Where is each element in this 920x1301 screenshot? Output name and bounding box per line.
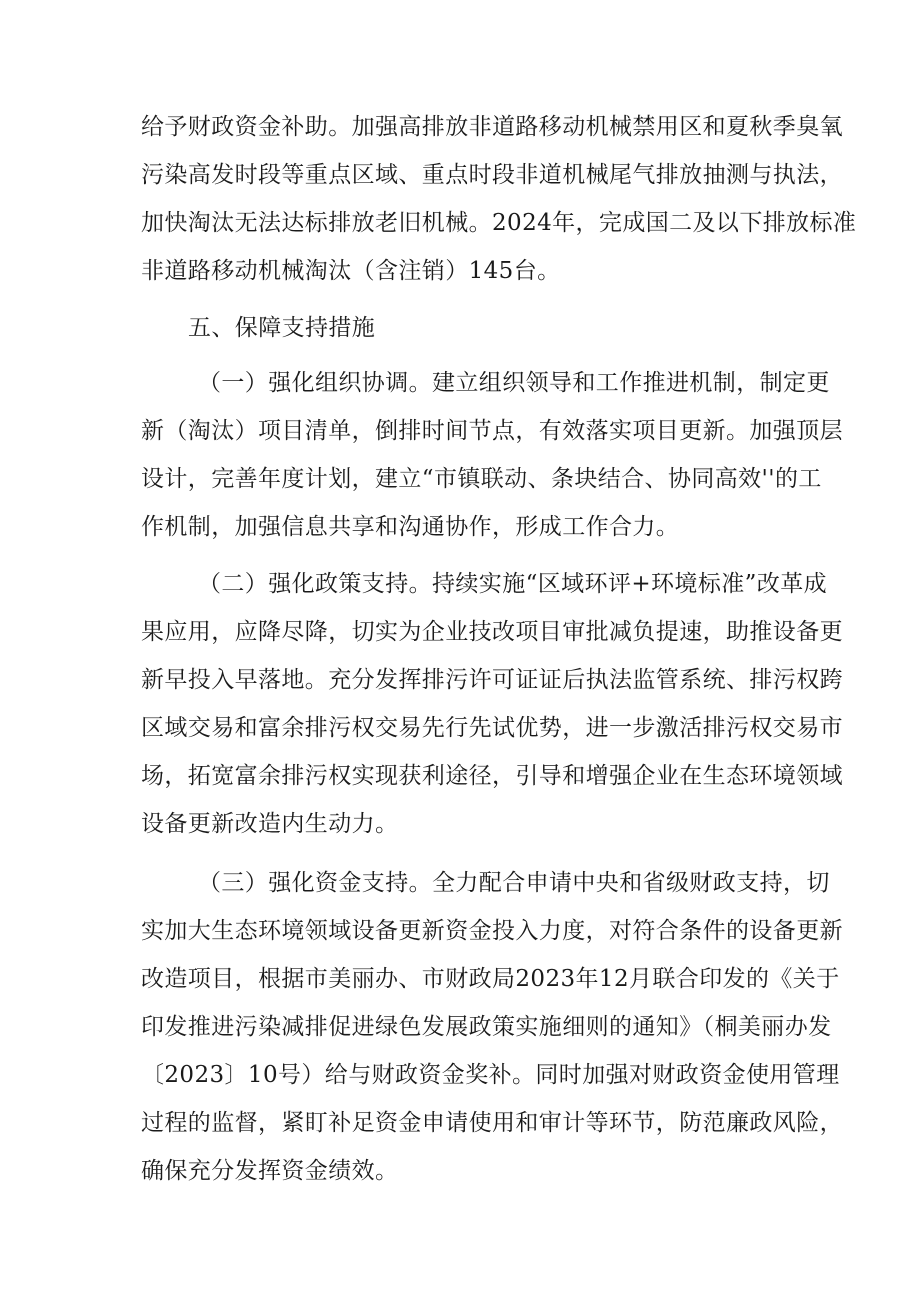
text-line: 污染高发时段等重点区域、重点时段非道机械尾气排放抽测与执法， <box>141 162 843 188</box>
text-line: 新（淘汰）项目清单，倒排时间节点，有效落实项目更新。加强顶层 <box>141 418 843 444</box>
paragraph-start-line: （三）强化资金支持。全力配合申请中央和省级财政支持，切 <box>198 870 830 896</box>
text-line: 设备更新改造内生动力。 <box>141 811 399 837</box>
text-line: 设计，完善年度计划，建立“市镇联动、条块结合、协同高效''的工 <box>141 466 822 492</box>
text-line: 印发推进污染减排促进绿色发展政策实施细则的通知》（桐美丽办发 <box>141 1014 832 1040</box>
text-line: 区域交易和富余排污权交易先行先试优势，进一步激活排污权交易市 <box>141 715 843 741</box>
text-line: 新早投入早落地。充分发挥排污许可证证后执法监管系统、排污权跨 <box>141 667 843 693</box>
text-line: 实加大生态环境领域设备更新资金投入力度，对符合条件的设备更新 <box>141 918 843 944</box>
text-line: 改造项目，根据市美丽办、市财政局2023年12月联合印发的《关于 <box>141 966 840 992</box>
text-line: 〔2023〕10号）给与财政资金奖补。同时加强对财政资金使用管理 <box>141 1062 840 1088</box>
text-line: 确保充分发挥资金绩效。 <box>141 1158 399 1184</box>
text-line: 果应用，应降尽降，切实为企业技改项目审批减负提速，助推设备更 <box>141 619 843 645</box>
text-line: 过程的监督，紧盯补足资金申请使用和审计等环节，防范廉政风险， <box>141 1110 843 1136</box>
text-line: 作机制，加强信息共享和沟通协作，形成工作合力。 <box>141 514 680 540</box>
section-heading: 五、保障支持措施 <box>188 315 376 341</box>
paragraph-start-line: （二）强化政策支持。持续实施“区域环评+环境标准”改革成 <box>198 571 827 597</box>
text-line: 非道路移动机械淘汰（含注销）145台。 <box>141 258 561 284</box>
text-line: 加快淘汰无法达标排放老旧机械。2024年，完成国二及以下排放标准 <box>141 210 857 236</box>
text-line: 场，拓宽富余排污权实现获利途径，引导和增强企业在生态环境领域 <box>141 763 843 789</box>
paragraph-start-line: （一）强化组织协调。建立组织领导和工作推进机制，制定更 <box>198 370 830 396</box>
text-line: 给予财政资金补助。加强高排放非道路移动机械禁用区和夏秋季臭氧 <box>141 114 843 140</box>
